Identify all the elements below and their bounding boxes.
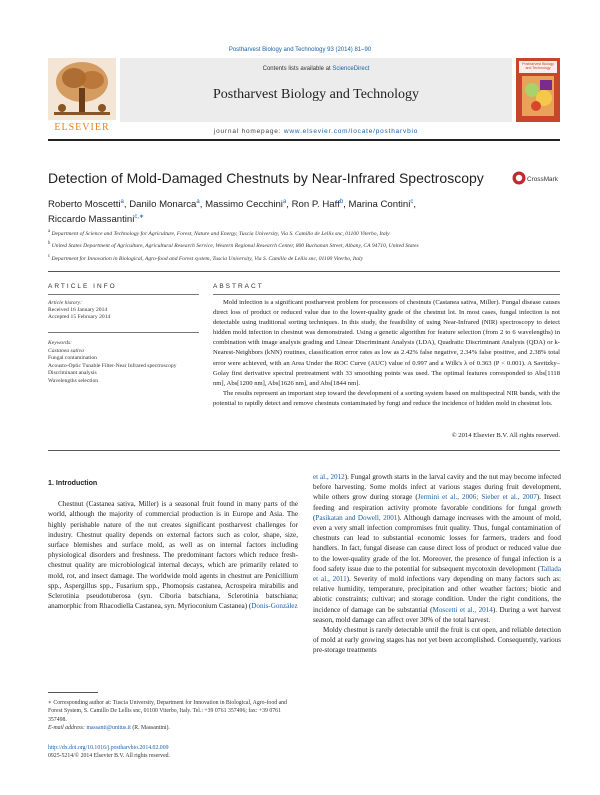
author-affil-sup[interactable]: b	[339, 199, 344, 205]
author-name[interactable]: Roberto Moscetti	[48, 199, 121, 211]
affiliation-item: $^c$ Department for Innovation in Biological, Agro-food and Forest system, Tuscia University, Via S. Camillo de Lellis snc, 01100 Viterbo, Italy	[48, 253, 364, 262]
keyword-item: Castanea sativa	[48, 347, 84, 354]
homepage-link[interactable]: www.elsevier.com/locate/postharvbio	[283, 128, 419, 135]
journal-title: Postharvest Biology and Technology	[212, 87, 420, 102]
affiliation-item: $^b$ United States Department of Agriculture, Agricultural Research Service, Western Regional Research Center, 800 Buchanan Street, Albany, CA 94710, United States	[48, 241, 419, 250]
sciencedirect-link[interactable]: ScienceDirect	[332, 66, 370, 72]
body-right-column	[313, 472, 561, 656]
author-affil-sup[interactable]: c	[410, 199, 414, 205]
abstract-paragraph: The results represent an important step toward the development of a sorting system based on multispectral NIR bands, with the potential to rapidly detect and remove chestnuts contaminated by fungi and reduce the incidence of hidden mold in chestnut lots.	[213, 389, 560, 407]
homepage-prefix: journal homepage:	[213, 128, 284, 135]
abstract-paragraph: Mold infection is a significant postharvest problem for processors of chestnuts (Castanea sativa, Miller). Fungal disease causes direct loss of product or reduced value due to the lower-quality grade of the chestnut lot. In most cases, fungal infection is not detectable using traditional sorting techniques. In this study, the feasibility of using Near-Infrared (NIR) spectroscopy to detect hidden mold infection in chestnut was demonstrated. Using a genetic algorithm for feature selection (from 2 to 6 wavelengths) in combination with image analysis grading and Linear Discriminant Analysis (LDA), Quadratic Discriminant Analysis (QDA) or k-Nearest-Neighbors (kNN) routines, classification error rates as low as 2.42% false negative, 2.34% false positive, and 2.38% total error were achieved, with an Area Under the ROC Curve (AUC) value of 0.997 and a Wilk's λ of 0.363 (P < 0.001). A Savitzky–Golay first derivative spectral pretreatment with 33 smoothing points was used. The optimal features corresponded to Abs[1118 nm], Abs[1200 nm], Abs[1626 nm], and Abs[1844 nm].	[213, 299, 560, 387]
citation-link[interactable]: Pasikatan and Dowell, 2001	[315, 513, 398, 522]
elsevier-wordmark: ELSEVIER	[54, 122, 110, 133]
history-label: Article history:	[48, 300, 83, 306]
journal-homepage	[120, 128, 512, 135]
contents-prefix: Contents lists available at	[262, 66, 333, 72]
author-affil-sup[interactable]: a	[282, 199, 287, 205]
author-affil-sup[interactable]: a	[196, 199, 200, 205]
received-date: Received 16 January 2014	[48, 307, 108, 314]
citation-link[interactable]: Jermini et al., 2006; Sieber et al., 2007	[417, 493, 537, 502]
cover-title: Postharvest Biology and Technology	[522, 62, 554, 70]
author-name[interactable]: Massimo Cecchini	[205, 199, 283, 211]
doi-block	[48, 744, 298, 761]
affiliation-item: $^a$ Department of Science and Technology for Agriculture, Forest, Nature and Energy, Tuscia University, Via S. Camillo de Lellis snc, 01100 Viterbo, Italy	[48, 229, 390, 237]
keyword-item: Fungal contamination	[48, 355, 97, 362]
issn-line: 0925-5214/© 2014 Elsevier B.V. All rights reserved.	[48, 753, 170, 760]
article-history	[48, 300, 198, 322]
doi-link[interactable]: http://dx.doi.org/10.1016/j.postharvbio.2014.02.009	[48, 745, 169, 751]
article-info-heading: ARTICLE INFO	[48, 283, 117, 290]
body-left-column	[48, 478, 298, 611]
crossmark-button[interactable]	[512, 171, 562, 185]
crossmark-label: CrossMark	[527, 176, 558, 183]
author-affil-sup[interactable]: a	[120, 199, 124, 205]
corresponding-author-note: ∗ Corresponding author at: Tuscia University, Department for Innovation in Biological, Agro-food and Forest System, S. Camillo De Lellis snc, 01100 Viterbo, Italy. Tel.: +39 0761 357496; fax: +39 0761 357498.	[48, 700, 287, 723]
citation-link[interactable]: et al., 2012	[313, 473, 345, 481]
citation-link[interactable]: Tallada et al., 2011	[313, 564, 561, 584]
keywords-label: Keywords:	[48, 340, 73, 346]
keyword-item: Acousto-Optic Tunable Filter-Near Infrared spectroscopy	[48, 362, 177, 369]
footnote-rule	[48, 692, 98, 693]
affiliations	[48, 227, 560, 264]
contents-line	[120, 66, 512, 72]
abstract-copyright: © 2014 Elsevier B.V. All rights reserved.	[451, 432, 560, 439]
author-name[interactable]: Riccardo Massantini	[48, 214, 135, 226]
body-paragraph: et al., 2012). Fungal growth starts in the larval cavity and the nut may become infected before harvesting. Some molds infect at various stages during fruit development, while others grow during storage (Jermini et al., 2006; Sieber et al., 2007). Insect feeding and respiration activity promote favorable conditions for fungal growth (Pasikatan and Dowell, 2001). Although damage increases with the amount of mold, even a very small infection compromises fruit quality. Thus, fungal contamination of chestnuts can lead to substantial economic losses for farmers, traders and food handlers. In fact, fungal disease can cause direct loss of product or reduced value due to the lower-quality grade of the lot. Moreover, the presence of fungal infection is a food safety issue due to the potential for subsequent mycotoxin development (Tallada et al., 2011). Severity of mold infections vary depending on many factors such as: relative humidity, temperature, precipitation and other weather factors; biotic and abiotic constraints; cultivar; and storage condition. Under the right conditions, the incidence of damage can be substantial (Moscetti et al., 2014). During a wet harvest season, mold damage can affect over 30% of the total harvest.	[313, 473, 561, 624]
abstract-heading: ABSTRACT	[213, 283, 264, 290]
abstract-body	[213, 298, 560, 409]
article-title: Detection of Mold-Damaged Chestnuts by Near-Infrared Spectroscopy	[48, 170, 484, 186]
author-affil-sup[interactable]: c,∗	[134, 214, 145, 221]
corresponding-footnote	[48, 699, 298, 732]
body-paragraph: Moldy chestnut is rarely detectable until the fruit is cut open, and reliable detection of mold at early growing stages has not yet been accomplished. Consequently, various pre-storage treatments	[313, 626, 561, 655]
body-paragraph: Chestnut (Castanea sativa, Miller) is a seasonal fruit found in many parts of the world, although the majority of commercial production is in Europe and Asia. The highly perishable nature of the nut creates significant postharvest challenges for industry. Chestnut quality depends on external factors such as color, shape, size, surface blemishes and surface mold, as well as on internal factors including physiological disorders and freshness. The predominant factors which reduce fresh-chestnut quality are microbiological internal decays, which are primarily related to mold, rot, and insect damage. The worldwide mold agents in chestnut are Penicillium spp., Aspergillus spp., Fusarium spp., Phomopsis castanea, Acrospeira mirabilis and Sclerotinia pseudotuberosa (syn. Ciboria batschiana, Sclerotinia batschiana; anamorphic from Rhacodiella Castanea, syn. Myrioconium Castanea) (Donis-González	[48, 500, 298, 611]
citation-link[interactable]: Moscetti et al., 2014	[432, 605, 493, 614]
info-rule	[48, 294, 199, 295]
header-rule	[48, 139, 560, 141]
elsevier-tree-logo-icon	[48, 58, 116, 120]
journal-cover-thumbnail[interactable]	[516, 58, 560, 122]
citation-link[interactable]: Donis-González	[251, 602, 298, 611]
author-name[interactable]: Danilo Monarca	[129, 199, 197, 211]
keywords-block	[48, 340, 198, 386]
abstract-end-rule	[48, 450, 560, 451]
author-name[interactable]: Marina Contini	[348, 199, 411, 211]
author-name[interactable]: Ron P. Haff	[291, 199, 340, 211]
email-link[interactable]: massanti@unitus.it	[86, 724, 131, 731]
abstract-rule	[213, 294, 560, 295]
author-list: Roberto Moscetti$^a$, Danilo Monarca$^a$, Massimo Cecchini$^a$, Ron P. Haff$^b$, Marina Contini$^c$, Riccardo Massantini$^{c,∗}$	[48, 199, 417, 226]
keyword-item: Wavelengths selection	[48, 377, 99, 384]
history-rule	[48, 332, 199, 333]
accepted-date: Accepted 15 February 2014	[48, 314, 111, 321]
affiliation-rule	[48, 271, 560, 272]
journal-reference[interactable]: Postharvest Biology and Technology 93 (2014) 81–90	[228, 47, 372, 53]
keyword-item: Discriminant analysis	[48, 370, 97, 377]
section-heading: 1. Introduction	[48, 479, 98, 487]
email-line: E-mail address: massanti@unitus.it (R. Massantini).	[48, 724, 170, 731]
